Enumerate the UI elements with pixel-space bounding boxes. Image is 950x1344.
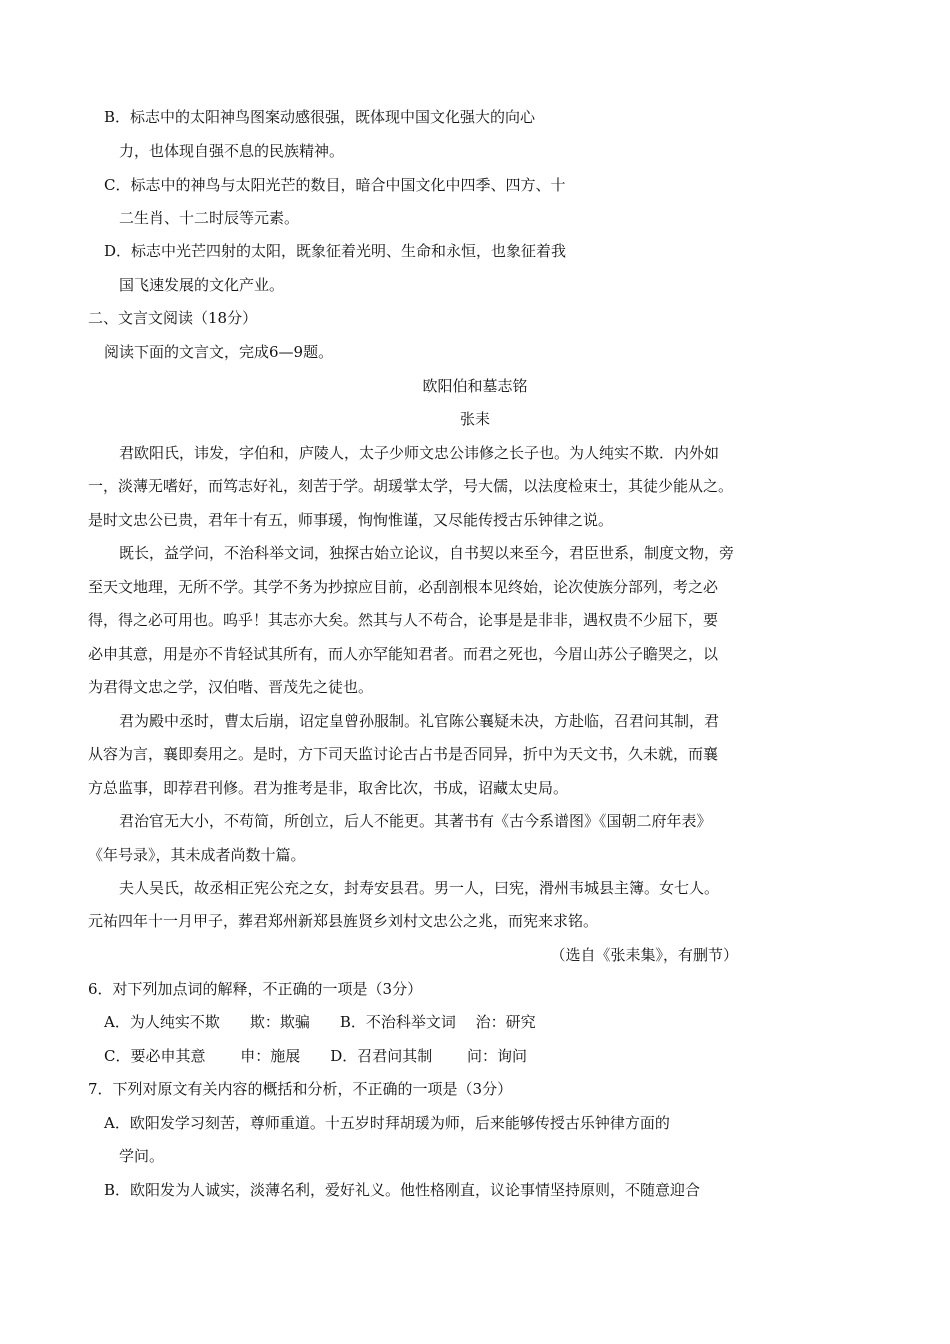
question6-stem: 6．对下列加点词的解释，不正确的一项是（3分） xyxy=(88,980,423,998)
passage-line: 至天文地理，无所不学。其学不务为抄掠应目前，必刮剖根本见终始，论次使族分部列，考之必 xyxy=(88,578,719,596)
passage-line: 《年号录》，其未成者尚数十篇。 xyxy=(88,846,306,864)
passage-line: 方总监事，即荐君刊修。君为推考是非，取舍比次，书成，诏藏太史局。 xyxy=(88,779,569,797)
passage-line: 是时文忠公已贵，君年十有五，师事瑗，恂恂惟谨，又尽能传授古乐钟律之说。 xyxy=(88,511,614,529)
passage-line: 得，得之必可用也。呜乎！其志亦大矣。然其与人不苟合，论事是是非非，遇权贵不少屈下，要 xyxy=(88,611,719,629)
section2-instruction: 阅读下面的文言文，完成6—9题。 xyxy=(104,343,334,361)
question7-option-b-line1: B．欧阳发为人诚实，淡薄名利，爱好礼义。他性格刚直，议论事情坚持原则，不随意迎合 xyxy=(104,1181,701,1199)
passage-line: 夫人吴氏，故丞相正宪公充之女，封寿安县君。男一人，曰宪，滑州韦城县主簿。女七人。 xyxy=(119,879,720,897)
question6-options-row2: C．要必申其意 申：施展 D．召君问其制 问：询问 xyxy=(104,1047,528,1065)
passage-line: 君治官无大小，不苟简，所创立，后人不能更。其著书有《古今系谱图》《国朝二府年表》 xyxy=(119,812,712,830)
q5-option-b-line2: 力，也体现自强不息的民族精神。 xyxy=(119,142,345,160)
q5-option-b-line1: B．标志中的太阳神鸟图案动感很强，既体现中国文化强大的向心 xyxy=(104,108,536,126)
question6-options-row1: A．为人纯实不欺 欺：欺骗 B．不治科举文词 治：研究 xyxy=(104,1013,536,1031)
q5-option-d-line2: 国飞速发展的文化产业。 xyxy=(119,276,285,294)
question7-option-a-line2: 学问。 xyxy=(119,1147,165,1165)
passage-title: 欧阳伯和墓志铭 xyxy=(422,377,528,395)
passage-line: 必申其意，用是亦不肯轻试其所有，而人亦罕能知君者。而君之死也，今眉山苏公子瞻哭之，以 xyxy=(88,645,719,663)
passage-line: 君欧阳氏，讳发，字伯和，庐陵人，太子少师文忠公讳修之长子也。为人纯实不欺．内外如 xyxy=(119,444,720,462)
question7-option-a-line1: A．欧阳发学习刻苦，尊师重道。十五岁时拜胡瑗为师，后来能够传授古乐钟律方面的 xyxy=(104,1114,670,1132)
passage-line: 元祐四年十一月甲子，葬君郑州新郑县旌贤乡刘村文忠公之兆，而宪来求铭。 xyxy=(88,912,599,930)
q5-option-c-line1: C．标志中的神鸟与太阳光芒的数目，暗合中国文化中四季、四方、十 xyxy=(104,176,566,194)
passage-line: 君为殿中丞时，曹太后崩，诏定皇曾孙服制。礼官陈公襄疑未决，方赴临，召君问其制，君 xyxy=(119,712,720,730)
q5-option-c-line2: 二生肖、十二时辰等元素。 xyxy=(119,209,300,227)
passage-line: 为君得文忠之学，汉伯喈、晋茂先之徒也。 xyxy=(88,678,374,696)
question7-stem: 7．下列对原文有关内容的概括和分析，不正确的一项是（3分） xyxy=(88,1080,513,1098)
passage-line: 既长，益学问，不治科举文词，独探古始立论议，自书契以来至今，君臣世系，制度文物，旁 xyxy=(119,544,735,562)
passage-line: 从容为言，襄即奏用之。是时，方下司天监讨论古占书是否同异，折中为天文书，久未就，而襄 xyxy=(88,745,719,763)
passage-author: 张耒 xyxy=(459,410,490,428)
q5-option-d-line1: D．标志中光芒四射的太阳，既象征着光明、生命和永恒，也象征着我 xyxy=(104,242,567,260)
passage-source: （选自《张耒集》，有删节） xyxy=(550,946,738,964)
section2-heading: 二、文言文阅读（18分） xyxy=(88,309,258,327)
passage-line: 一，淡薄无嗜好，而笃志好礼，刻苦于学。胡瑗掌太学，号大儒，以法度检束士，其徒少能从之。 xyxy=(88,477,734,495)
